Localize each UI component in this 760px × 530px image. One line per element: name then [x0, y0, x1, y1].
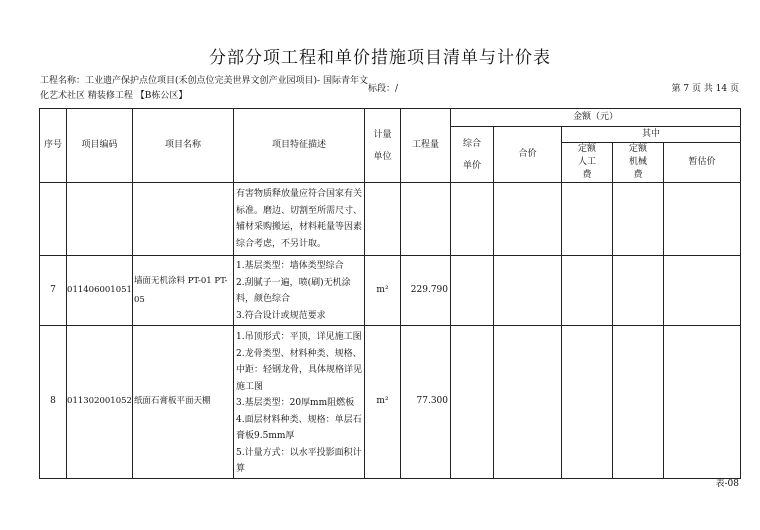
header-total: 合价 — [494, 127, 562, 183]
cell-seq: 8 — [40, 326, 67, 479]
cell-qty: 77.300 — [401, 326, 451, 479]
cell-desc: 有害物质释放量应符合国家有关标准。磨边、切割至所需尺寸、辅材采购搬运，材料耗量等因素综合考虑，不另计取。 — [234, 183, 365, 256]
header-seq: 序号 — [40, 109, 67, 183]
table-row — [40, 183, 741, 256]
cell-machine — [613, 326, 664, 479]
cell-unit-price — [451, 326, 494, 479]
cell-provisional — [664, 256, 741, 326]
table-row — [40, 326, 741, 479]
cell-total — [494, 183, 562, 256]
cell-name: 墙面无机涂料 PT-01 PT-05 — [133, 256, 234, 326]
cell-code: 011406001051 — [67, 256, 133, 326]
cell-labor — [562, 326, 613, 479]
page-title: 分部分项工程和单价措施项目清单与计价表 — [209, 48, 551, 68]
header-unit: 计量单位 — [365, 109, 401, 183]
cell-name: 纸面石膏板平面天棚 — [133, 326, 234, 479]
cell-seq — [40, 183, 67, 256]
cell-machine — [613, 256, 664, 326]
cell-unit: m² — [365, 326, 401, 479]
project-name — [40, 74, 370, 104]
cell-labor — [562, 256, 613, 326]
cell-unit: m² — [365, 256, 401, 326]
header-amount: 金额（元） — [451, 109, 741, 127]
project-label: 工程名称： — [40, 76, 86, 86]
cell-machine — [613, 183, 664, 256]
cell-unit-price — [451, 256, 494, 326]
header-qty: 工程量 — [401, 109, 451, 183]
header-of-which: 其中 — [562, 127, 741, 143]
cell-code — [67, 183, 133, 256]
bill-table — [39, 108, 741, 479]
cell-desc: 1.吊顶形式：平顶，详见施工图 2.龙骨类型、材料种类、规格、中距：轻钢龙骨，具体规格详见施工图 3.基层类型：20厚mm阻燃板 4.面层材料种类、规格：单层石膏板9.5mm厚 5.计量方式：以水平投影面积计算 — [234, 326, 365, 479]
cell-code: 011302001052 — [67, 326, 133, 479]
header-labor: 定额人工费 — [562, 143, 613, 183]
project-value: 工业遗产保护点位项目(禾创点位完美世界文创产业园项目)- 国际青年文化艺术社区 精装修工程 【B栋公区】 — [40, 76, 368, 101]
cell-provisional — [664, 183, 741, 256]
cell-total — [494, 256, 562, 326]
cell-provisional — [664, 326, 741, 479]
cell-qty — [401, 183, 451, 256]
table-row — [40, 256, 741, 326]
header-desc: 项目特征描述 — [234, 109, 365, 183]
cell-qty: 229.790 — [401, 256, 451, 326]
table-number: 表-08 — [715, 479, 739, 489]
page-indicator: 第 7 页 共 14 页 — [671, 84, 739, 94]
cell-desc: 1.基层类型：墙体类型综合 2.刮腻子一遍，喷(刷)无机涂料，颜色综合 3.符合设计或规范要求 — [234, 256, 365, 326]
header-provisional: 暂估价 — [664, 143, 741, 183]
cell-unit — [365, 183, 401, 256]
section-label: 标段：/ — [368, 84, 399, 94]
cell-unit-price — [451, 183, 494, 256]
cell-seq: 7 — [40, 256, 67, 326]
header-code: 项目编码 — [67, 109, 133, 183]
cell-labor — [562, 183, 613, 256]
header-machine: 定额机械费 — [613, 143, 664, 183]
header-unit-price: 综合单价 — [451, 127, 494, 183]
header-name: 项目名称 — [133, 109, 234, 183]
cell-total — [494, 326, 562, 479]
cell-name — [133, 183, 234, 256]
